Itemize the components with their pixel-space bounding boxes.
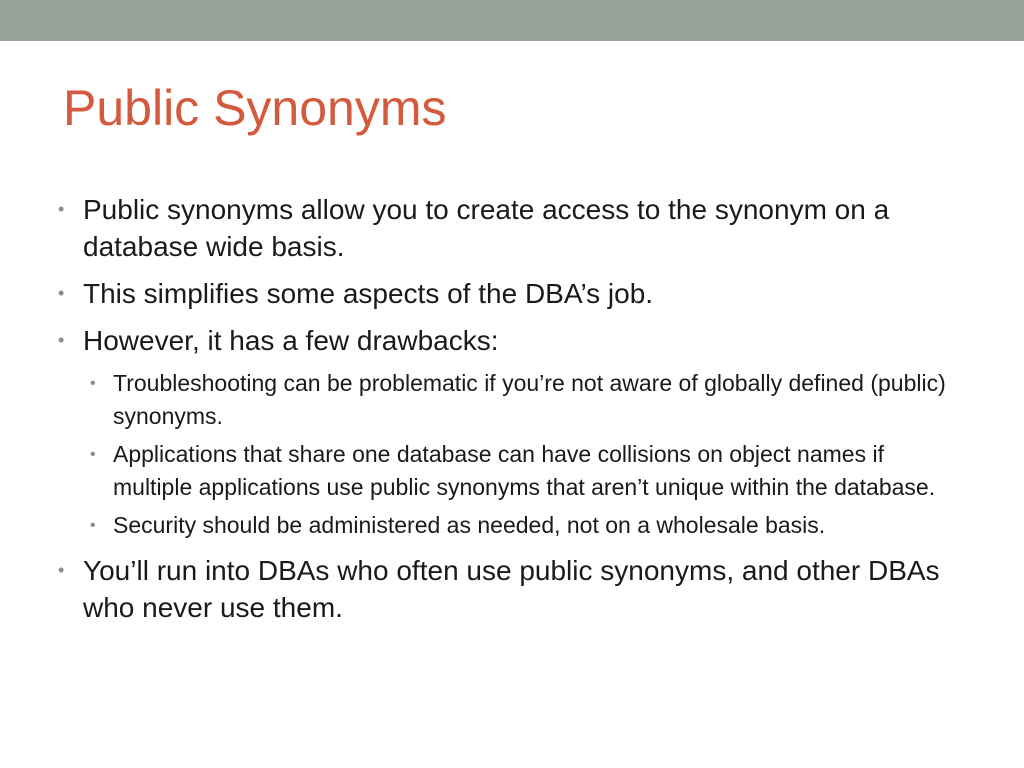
bullet-item: • Public synonyms allow you to create access to the synonym on a database wide basis.: [58, 191, 963, 265]
sub-bullet-item: • Applications that share one database can have collisions on object names if multiple applications use public synonyms that aren’t unique within the database.: [83, 438, 963, 504]
bullet-item-text: However, it has a few drawbacks:: [83, 325, 499, 356]
bullet-item: • This simplifies some aspects of the DBA’s job.: [58, 275, 963, 312]
sub-bullet-item: • Troubleshooting can be problematic if you’re not aware of globally defined (public) synonyms.: [83, 367, 963, 433]
slide-title: Public Synonyms: [63, 80, 447, 136]
bullet-item: • You’ll run into DBAs who often use public synonyms, and other DBAs who never use them.: [58, 552, 963, 626]
bullet-item-with-subitems: [58, 322, 963, 542]
sub-bullet-list: [83, 367, 963, 542]
bullet-list: [58, 191, 963, 636]
top-accent-band: [0, 0, 1024, 41]
sub-bullet-item: • Security should be administered as needed, not on a wholesale basis.: [83, 509, 963, 542]
